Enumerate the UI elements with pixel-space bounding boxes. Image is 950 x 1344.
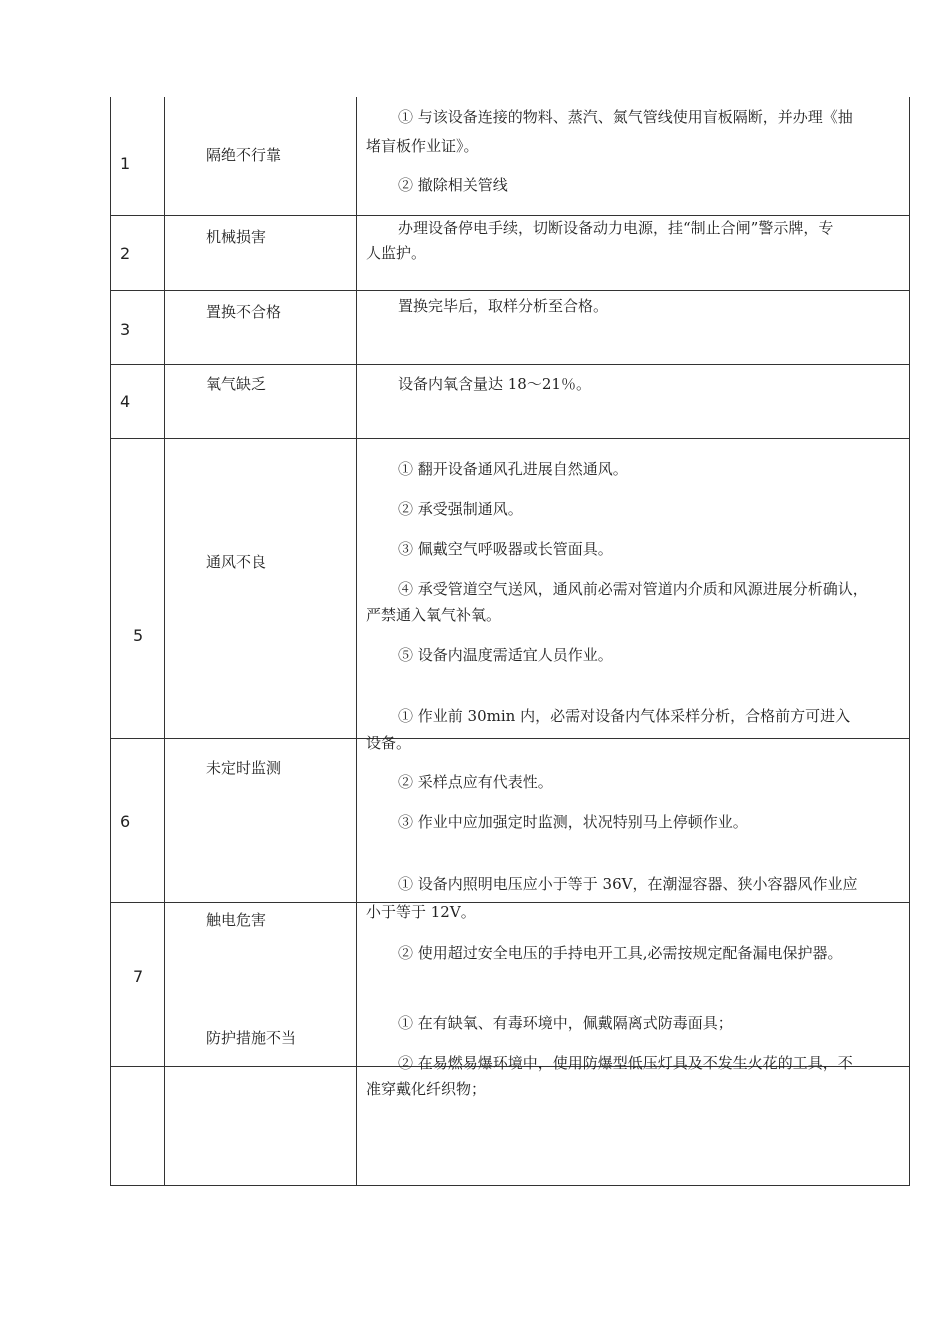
row-number: 4	[120, 392, 131, 411]
table-border-right	[909, 97, 910, 1186]
measure-text: 堵盲板作业证》。	[366, 137, 479, 155]
measure-text: 办理设备停电手续，切断设备动力电源，挂“制止合闸”警示牌，专	[398, 219, 834, 237]
measure-text: 设备。	[366, 734, 412, 752]
hazard-label: 触电危害	[206, 911, 267, 929]
measure-text: ③ 作业中应加强定时监测，状况特别马上停顿作业。	[398, 813, 748, 831]
measure-text: ④ 承受管道空气送风，通风前必需对管道内介质和风源进展分析确认，	[398, 580, 868, 598]
measure-text: 准穿戴化纤织物；	[366, 1080, 487, 1098]
measure-text: ② 采样点应有代表性。	[398, 773, 553, 791]
row-divider	[110, 438, 910, 439]
measure-text: ⑤ 设备内温度需适宜人员作业。	[398, 646, 613, 664]
hazard-label: 氧气缺乏	[206, 375, 267, 393]
measure-text: 置换完毕后，取样分析至合格。	[398, 297, 609, 315]
row-divider	[110, 364, 910, 365]
measure-text: ① 与该设备连接的物料、蒸汽、氮气管线使用盲板隔断，并办理《抽	[398, 108, 853, 126]
measure-text: 设备内氧含量达 18～21％。	[398, 375, 591, 393]
measure-text: ② 承受强制通风。	[398, 500, 523, 518]
measure-text: ① 翻开设备通风孔进展自然通风。	[398, 460, 628, 478]
row-number: 5	[133, 626, 144, 645]
table-border-bottom	[110, 1185, 910, 1186]
measure-text: ② 在易燃易爆环境中，使用防爆型低压灯具及不发生火花的工具，不	[398, 1054, 853, 1072]
hazard-label: 防护措施不当	[206, 1029, 297, 1047]
hazard-label: 隔绝不行靠	[206, 146, 282, 164]
row-number: 7	[133, 967, 144, 986]
measure-text: ② 使用超过安全电压的手持电开工具,必需按规定配备漏电保护器。	[398, 944, 843, 962]
row-divider	[110, 902, 910, 903]
measure-text: ① 作业前 30min 内，必需对设备内气体采样分析，合格前方可进入	[398, 707, 851, 725]
measure-text: ① 在有缺氧、有毒环境中，佩戴隔离式防毒面具；	[398, 1014, 733, 1032]
row-number: 6	[120, 812, 131, 831]
row-divider	[110, 738, 910, 739]
row-number: 3	[120, 320, 131, 339]
measure-text: ③ 佩戴空气呼吸器或长管面具。	[398, 540, 613, 558]
table-divider-col2	[356, 97, 357, 1186]
measure-text: 严禁通入氧气补氧。	[366, 606, 502, 624]
hazard-label: 未定时监测	[206, 759, 282, 777]
hazard-label: 通风不良	[206, 553, 267, 571]
measure-text: 人监护。	[366, 244, 427, 262]
measure-text: 小于等于 12V。	[366, 903, 476, 921]
hazard-label: 置换不合格	[206, 303, 282, 321]
table-border-left	[110, 97, 111, 1186]
measure-text: ② 撤除相关管线	[398, 176, 508, 194]
hazard-label: 机械损害	[206, 228, 267, 246]
table-divider-col1	[164, 97, 165, 1186]
row-number: 1	[120, 154, 131, 173]
row-divider	[110, 290, 910, 291]
row-number: 2	[120, 244, 131, 263]
measure-text: ① 设备内照明电压应小于等于 36V，在潮湿容器、狭小容器风作业应	[398, 875, 858, 893]
